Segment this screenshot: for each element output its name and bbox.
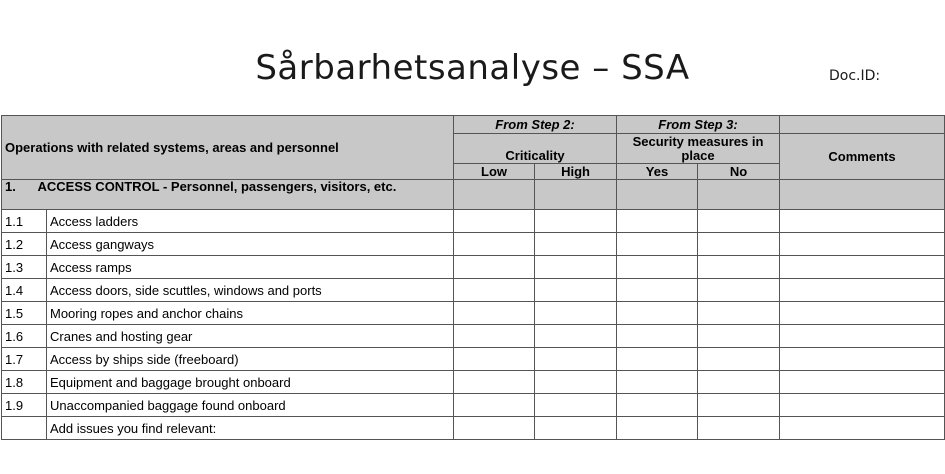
row-yes-cell[interactable]	[617, 394, 698, 417]
row-text: Access ladders	[47, 210, 454, 233]
row-comments-cell[interactable]	[780, 210, 945, 233]
row-yes-cell[interactable]	[617, 210, 698, 233]
row-low-cell[interactable]	[454, 394, 535, 417]
row-low-cell[interactable]	[454, 256, 535, 279]
table-row	[2, 302, 945, 325]
row-low-cell[interactable]	[454, 233, 535, 256]
section-number: 1.	[5, 179, 16, 194]
row-low-cell[interactable]	[454, 279, 535, 302]
table-row	[2, 371, 945, 394]
row-low-cell[interactable]	[454, 371, 535, 394]
section-no-cell	[698, 180, 780, 210]
header-blank	[780, 116, 945, 134]
row-number	[2, 417, 47, 440]
row-no-cell[interactable]	[698, 371, 780, 394]
row-text: Add issues you find relevant:	[47, 417, 454, 440]
row-comments-cell[interactable]	[780, 394, 945, 417]
row-high-cell[interactable]	[535, 417, 617, 440]
row-yes-cell[interactable]	[617, 302, 698, 325]
doc-id-label: Doc.ID:	[829, 68, 881, 84]
row-high-cell[interactable]	[535, 394, 617, 417]
row-high-cell[interactable]	[535, 233, 617, 256]
row-high-cell[interactable]	[535, 210, 617, 233]
header-criticality: Criticality	[454, 134, 617, 164]
row-text: Access doors, side scuttles, windows and ports	[47, 279, 454, 302]
header-operations: Operations with related systems, areas and personnel	[2, 116, 454, 180]
page-title: Sårbarhetsanalyse – SSA	[255, 48, 690, 88]
section-low-cell	[454, 180, 535, 210]
row-no-cell[interactable]	[698, 233, 780, 256]
table-row	[2, 210, 945, 233]
row-no-cell[interactable]	[698, 348, 780, 371]
row-comments-cell[interactable]	[780, 325, 945, 348]
row-number: 1.4	[2, 279, 47, 302]
row-no-cell[interactable]	[698, 394, 780, 417]
row-high-cell[interactable]	[535, 348, 617, 371]
header-no: No	[698, 164, 780, 180]
row-text: Access gangways	[47, 233, 454, 256]
row-number: 1.7	[2, 348, 47, 371]
header-comments: Comments	[780, 134, 945, 180]
row-text: Access by ships side (freeboard)	[47, 348, 454, 371]
row-yes-cell[interactable]	[617, 256, 698, 279]
table-row	[2, 325, 945, 348]
section-label: ACCESS CONTROL - Personnel, passengers, visitors, etc.	[37, 179, 397, 194]
row-no-cell[interactable]	[698, 256, 780, 279]
row-no-cell[interactable]	[698, 417, 780, 440]
table-row	[2, 348, 945, 371]
row-comments-cell[interactable]	[780, 302, 945, 325]
row-text: Unaccompanied baggage found onboard	[47, 394, 454, 417]
row-text: Access ramps	[47, 256, 454, 279]
ssa-table	[1, 115, 945, 440]
row-low-cell[interactable]	[454, 325, 535, 348]
section-access-control	[2, 180, 454, 210]
table-row	[2, 417, 945, 440]
row-yes-cell[interactable]	[617, 325, 698, 348]
row-no-cell[interactable]	[698, 279, 780, 302]
row-text: Mooring ropes and anchor chains	[47, 302, 454, 325]
row-text: Equipment and baggage brought onboard	[47, 371, 454, 394]
row-comments-cell[interactable]	[780, 371, 945, 394]
row-no-cell[interactable]	[698, 210, 780, 233]
row-low-cell[interactable]	[454, 348, 535, 371]
row-yes-cell[interactable]	[617, 417, 698, 440]
table-row	[2, 394, 945, 417]
row-low-cell[interactable]	[454, 417, 535, 440]
row-no-cell[interactable]	[698, 325, 780, 348]
header-security-measures: Security measures in place	[617, 134, 780, 164]
table-row	[2, 279, 945, 302]
table-row	[2, 233, 945, 256]
row-comments-cell[interactable]	[780, 279, 945, 302]
header-low: Low	[454, 164, 535, 180]
row-number: 1.6	[2, 325, 47, 348]
row-number: 1.8	[2, 371, 47, 394]
row-comments-cell[interactable]	[780, 348, 945, 371]
row-comments-cell[interactable]	[780, 233, 945, 256]
section-high-cell	[535, 180, 617, 210]
header-from-step2: From Step 2:	[454, 116, 617, 134]
row-high-cell[interactable]	[535, 279, 617, 302]
section-yes-cell	[617, 180, 698, 210]
row-low-cell[interactable]	[454, 302, 535, 325]
row-comments-cell[interactable]	[780, 256, 945, 279]
row-high-cell[interactable]	[535, 371, 617, 394]
row-number: 1.5	[2, 302, 47, 325]
row-comments-cell[interactable]	[780, 417, 945, 440]
row-number: 1.3	[2, 256, 47, 279]
header-yes: Yes	[617, 164, 698, 180]
row-yes-cell[interactable]	[617, 233, 698, 256]
row-yes-cell[interactable]	[617, 371, 698, 394]
row-number: 1.9	[2, 394, 47, 417]
header-from-step3: From Step 3:	[617, 116, 780, 134]
table-row	[2, 256, 945, 279]
row-text: Cranes and hosting gear	[47, 325, 454, 348]
row-yes-cell[interactable]	[617, 348, 698, 371]
row-low-cell[interactable]	[454, 210, 535, 233]
row-high-cell[interactable]	[535, 325, 617, 348]
header-high: High	[535, 164, 617, 180]
section-comments-cell	[780, 180, 945, 210]
row-no-cell[interactable]	[698, 302, 780, 325]
row-yes-cell[interactable]	[617, 279, 698, 302]
row-number: 1.2	[2, 233, 47, 256]
row-high-cell[interactable]	[535, 302, 617, 325]
row-number: 1.1	[2, 210, 47, 233]
row-high-cell[interactable]	[535, 256, 617, 279]
